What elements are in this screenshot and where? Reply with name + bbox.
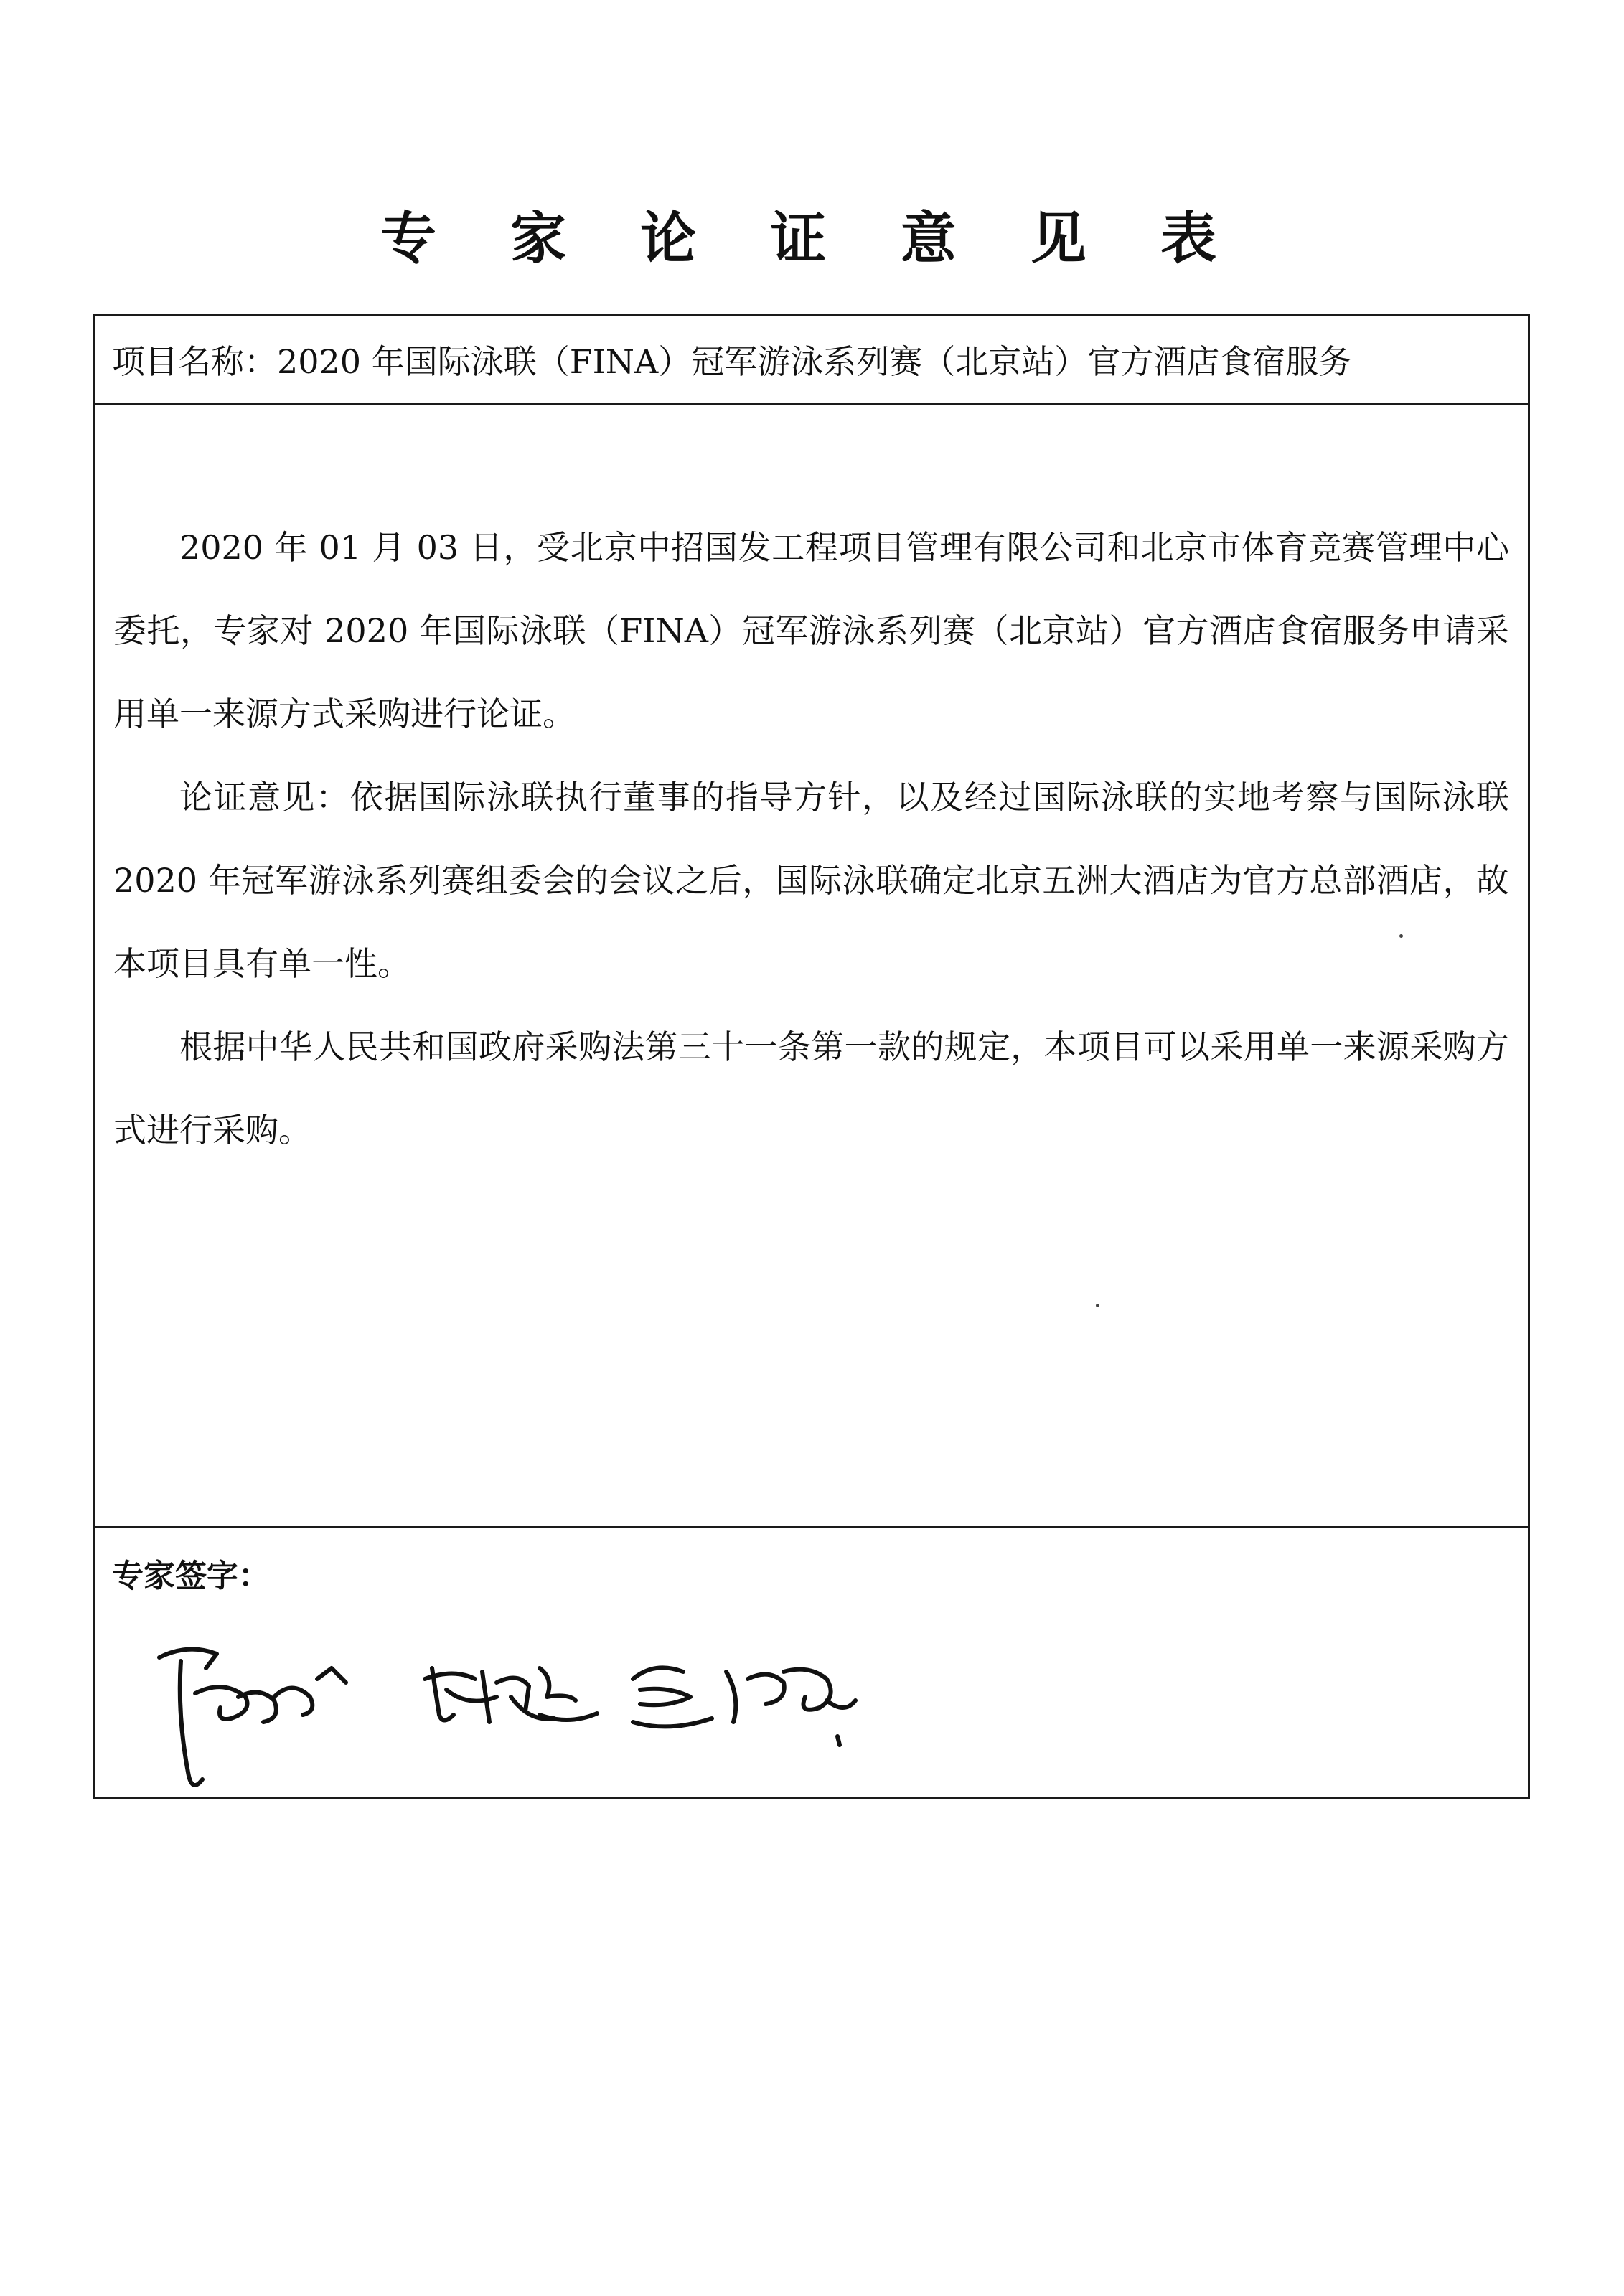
signature-1 [159,1650,346,1785]
paragraph-opinion: 论证意见：依据国际泳联执行董事的指导方针，以及经过国际泳联的实地考察与国际泳联 2020 年冠军游泳系列赛组委会的会议之后，国际泳联确定北京五洲大酒店为官方总部酒店，故本项目具有单一性。 [113,778,1509,983]
signature-2 [425,1668,597,1722]
opinion-section [95,405,1528,1528]
signature-section [95,1528,1528,1797]
paragraph-conclusion: 根据中华人民共和国政府采购法第三十一条第一款的规定，本项目可以采用单一来源采购方式进行采购。 [113,1027,1509,1149]
scan-speck [1399,934,1403,938]
scan-speck [1096,1304,1099,1307]
signature-label: 专家签字： [112,1558,270,1594]
handwritten-signatures [138,1629,927,1801]
paragraph-commission: 2020 年 01 月 03 日，受北京中招国发工程项目管理有限公司和北京市体育竞赛管理中心委托，专家对 2020 年国际泳联（FINA）冠军游泳系列赛（北京站）官方酒店食宿服务申请采用单一来源方式采购进行论证。 [113,528,1509,733]
signature-3 [633,1667,855,1745]
signature-strokes [138,1629,927,1801]
opinion-form [93,314,1530,1799]
project-name-row [95,316,1528,405]
project-name-text: 项目名称：2020 年国际泳联（FINA）冠军游泳系列赛（北京站）官方酒店食宿服务 [112,342,1352,381]
page-title: 专 家 论 证 意 见 表 [380,206,1244,271]
